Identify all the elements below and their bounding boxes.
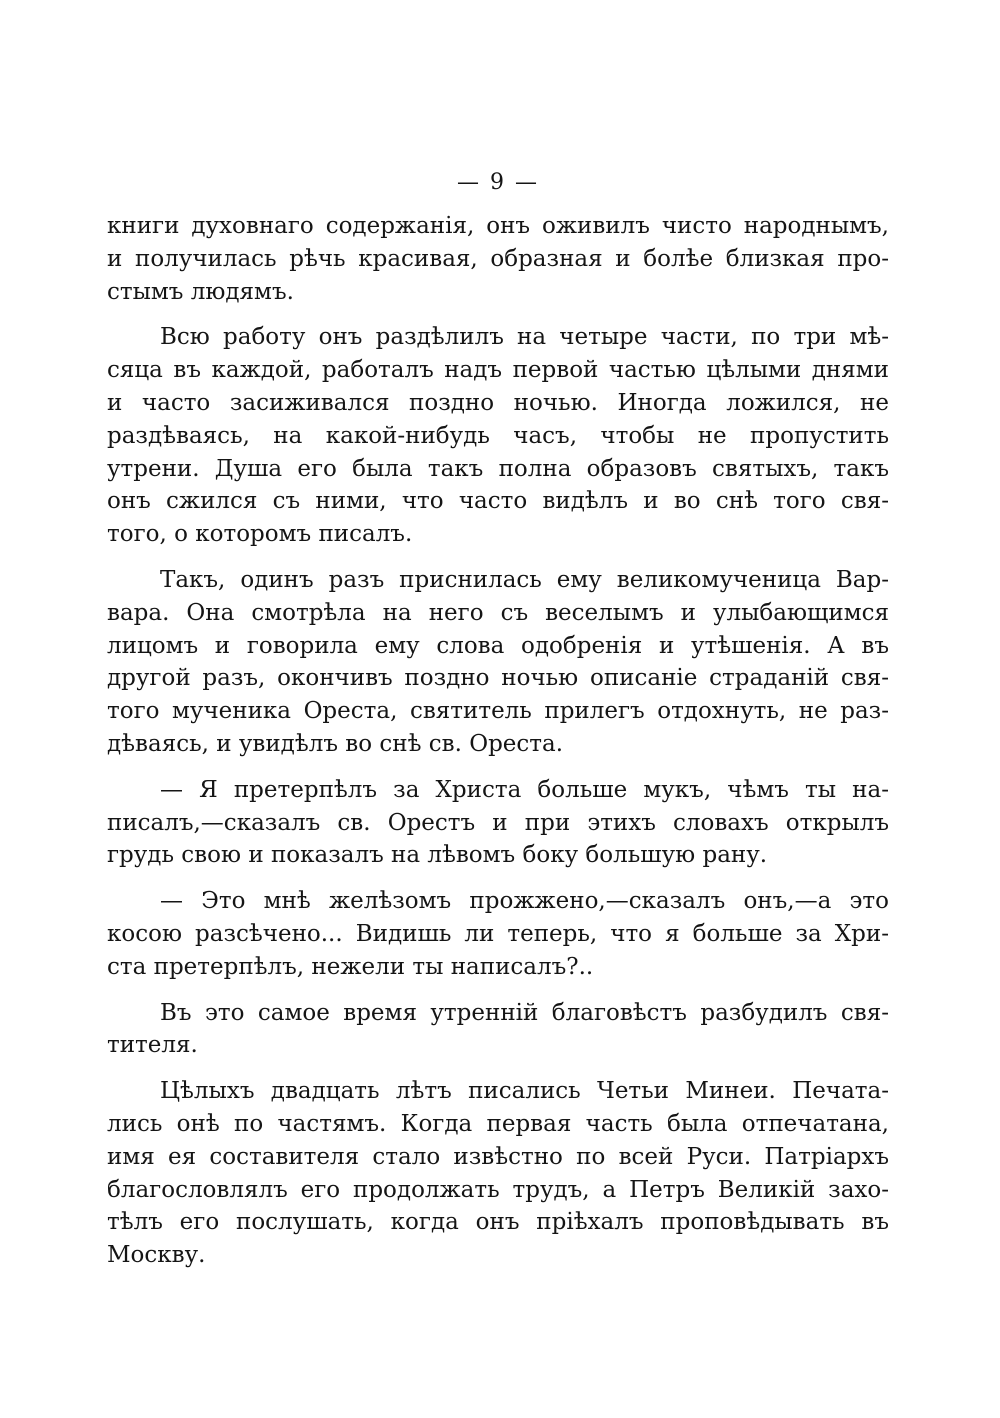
text-line: тителя. <box>107 1032 198 1059</box>
text-line: стымъ людямъ. <box>107 278 294 305</box>
text-line: того мученика Ореста, святитель прилегъ отдохнуть, не раз- <box>107 698 889 725</box>
page-number: — 9 — <box>457 170 539 195</box>
text-line: того, о которомъ писалъ. <box>107 521 413 548</box>
text-line: другой разъ, окончивъ поздно ночью описаніе страданій свя- <box>107 665 889 692</box>
text-line: ста претерпѣлъ, нежели ты написалъ?.. <box>107 953 594 980</box>
text-line: и часто засиживался поздно ночью. Иногда ложился, не <box>107 389 889 416</box>
text-line: сяца въ каждой, работалъ надъ первой частью цѣлыми днями <box>107 357 889 384</box>
paragraph <box>107 885 889 983</box>
text-line: утрени. Душа его была такъ полна образовъ святыхъ, такъ <box>107 455 889 482</box>
text-line: Такъ, одинъ разъ приснилась ему великомученица Вар- <box>160 566 889 593</box>
text-line: лись онѣ по частямъ. Когда первая часть была отпечатана, <box>107 1110 889 1137</box>
text-line: вара. Она смотрѣла на него съ веселымъ и улыбающимся <box>107 599 889 626</box>
text-line: Цѣлыхъ двадцать лѣтъ писались Четьи Минеи. Печата- <box>160 1078 889 1105</box>
paragraph <box>107 997 889 1063</box>
text-line: благословлялъ его продолжать трудъ, а Петръ Великій захо- <box>107 1176 889 1203</box>
text-line: и получилась рѣчь красивая, образная и болѣе близкая про- <box>107 245 889 272</box>
text-line: — Это мнѣ желѣзомъ прожжено,—сказалъ онъ,—а это <box>160 888 889 915</box>
text-line: имя ея составителя стало извѣстно по всей Руси. Патріархъ <box>107 1143 889 1170</box>
paragraph <box>107 1075 889 1272</box>
text-line: Всю работу онъ раздѣлилъ на четыре части, по три мѣ- <box>160 324 889 351</box>
paragraph <box>107 321 889 551</box>
text-line: косою разсѣчено... Видишь ли теперь, что я больше за Хри- <box>107 920 889 947</box>
text-line: раздѣваясь, на какой-нибудь часъ, чтобы не пропустить <box>107 422 889 449</box>
text-line: тѣлъ его послушать, когда онъ пріѣхалъ проповѣдывать въ <box>107 1209 889 1236</box>
document-page <box>107 0 889 1418</box>
text-line: — Я претерпѣлъ за Христа больше мукъ, чѣмъ ты на- <box>160 776 889 803</box>
text-line: дѣваясь, и увидѣлъ во снѣ св. Ореста. <box>107 730 564 757</box>
text-line: грудь свою и показалъ на лѣвомъ боку большую рану. <box>107 842 768 869</box>
text-line: онъ сжился съ ними, что часто видѣлъ и во снѣ того свя- <box>107 488 889 515</box>
paragraph <box>107 210 889 308</box>
text-line: Въ это самое время утренній благовѣстъ разбудилъ свя- <box>160 999 889 1026</box>
body-text <box>107 210 889 1285</box>
paragraph <box>107 774 889 872</box>
text-line: Москву. <box>107 1242 206 1269</box>
text-line: книги духовнаго содержанія, онъ оживилъ чисто народнымъ, <box>107 213 889 239</box>
text-line: писалъ,—сказалъ св. Орестъ и при этихъ словахъ открылъ <box>107 809 889 836</box>
paragraph <box>107 564 889 761</box>
text-line: лицомъ и говорила ему слова одобренія и утѣшенія. А въ <box>107 632 889 659</box>
